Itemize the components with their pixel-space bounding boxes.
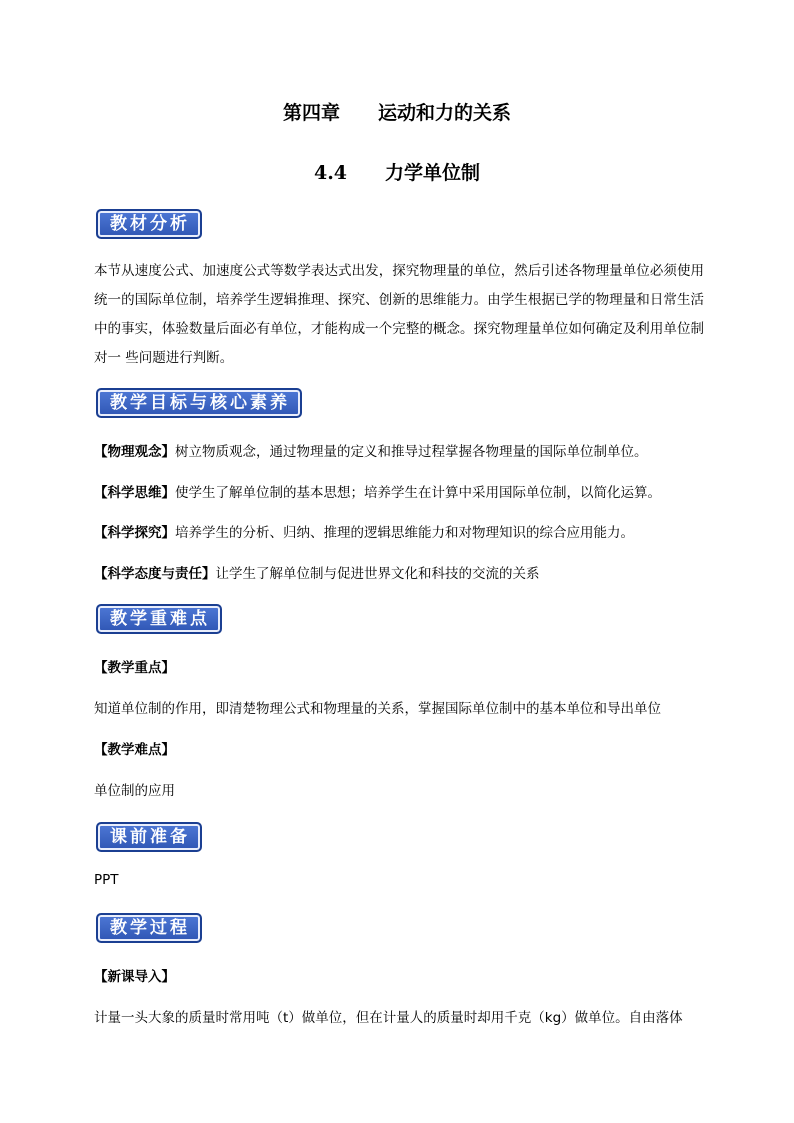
intro-label: 【新课导入】 bbox=[94, 969, 175, 985]
focus-label: 【教学重点】 bbox=[94, 660, 175, 676]
objective-item bbox=[94, 440, 648, 460]
heading-preparation: 课前准备 bbox=[96, 822, 202, 852]
focus-text: 知道单位制的作用，即清楚物理公式和物理量的关系，掌握国际单位制中的基本单位和导出单位 bbox=[94, 701, 661, 717]
section-title: 4.4 力学单位制 bbox=[313, 162, 481, 184]
objective-item bbox=[94, 481, 661, 501]
heading-teaching-process: 教学过程 bbox=[96, 913, 202, 943]
objective-text: 让学生了解单位制与促进世界文化和科技的交流的关系 bbox=[215, 566, 540, 582]
objective-text: 使学生了解单位制的基本思想；培养学生在计算中采用国际单位制，以简化运算。 bbox=[175, 485, 661, 501]
difficulty-label: 【教学难点】 bbox=[94, 742, 175, 758]
objective-tag: 【科学探究】 bbox=[94, 525, 175, 541]
chapter-title: 第四章 运动和力的关系 bbox=[282, 102, 511, 124]
intro-text: 计量一头大象的质量时常用吨（t）做单位，但在计量人的质量时却用千克（kg）做单位。自由落体 bbox=[94, 1010, 683, 1026]
objective-tag: 【科学思维】 bbox=[94, 485, 175, 501]
heading-textbook-analysis: 教材分析 bbox=[96, 209, 202, 239]
objective-item bbox=[94, 562, 540, 582]
objective-tag: 【物理观念】 bbox=[94, 444, 175, 460]
analysis-paragraph: 本节从速度公式、加速度公式等数学表达式出发，探究物理量的单位，然后引述各物理量单位必须使用统一的国际单位制，培养学生逻辑推理、探究、创新的思维能力。由学生根据已学的物理量和日常生活中的事实，体验数量后面必有单位，才能构成一个完整的概念。探究物理量单位如何确定及利用单位制对一 些问题进行判断。 bbox=[94, 263, 704, 366]
objective-text: 培养学生的分析、归纳、推理的逻辑思维能力和对物理知识的综合应用能力。 bbox=[175, 525, 634, 541]
heading-key-points: 教学重难点 bbox=[96, 604, 222, 634]
objective-tag: 【科学态度与责任】 bbox=[94, 566, 216, 582]
objective-item bbox=[94, 521, 634, 541]
difficulty-text: 单位制的应用 bbox=[94, 783, 175, 799]
preparation-text: PPT bbox=[94, 872, 119, 888]
objective-text: 树立物质观念，通过物理量的定义和推导过程掌握各物理量的国际单位制单位。 bbox=[175, 444, 648, 460]
heading-objectives: 教学目标与核心素养 bbox=[96, 388, 302, 418]
